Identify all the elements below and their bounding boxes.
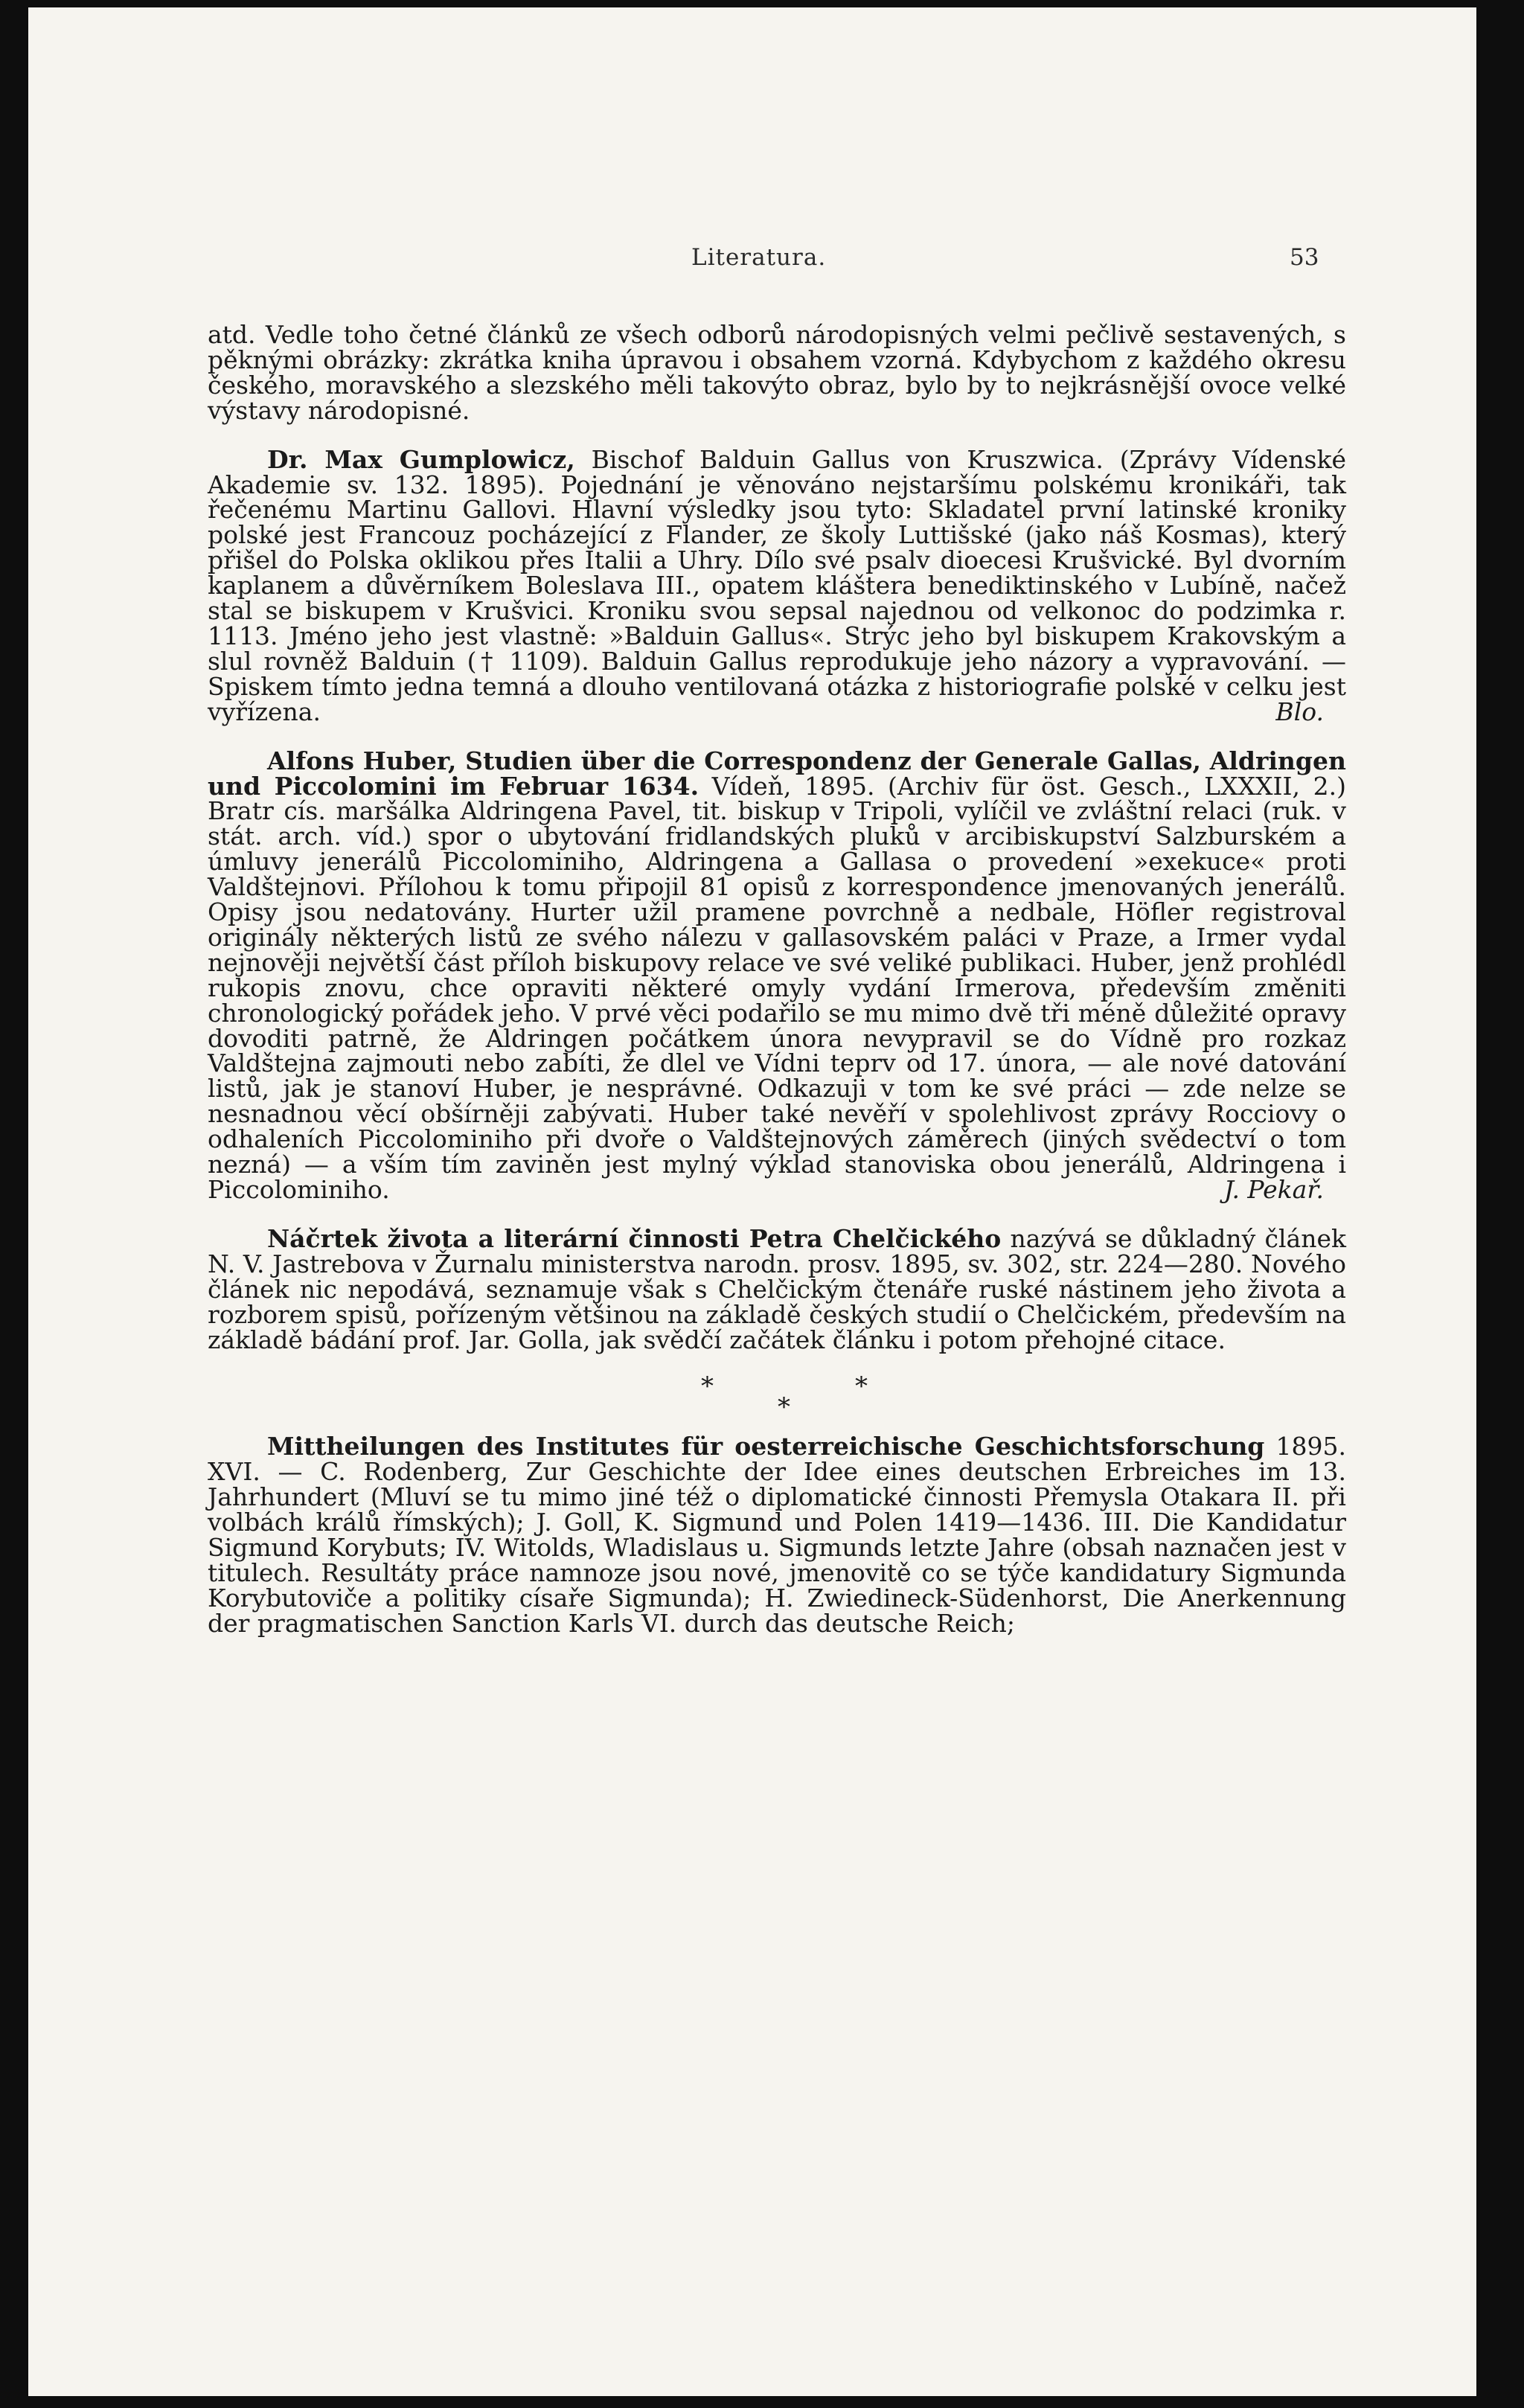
paragraph-intro: atd. Vedle toho četné článků ze všech odborů národopisných velmi pečlivě sestavených, s pěknými obrázky: zkrátka kniha úpravou i obsahem vzorná. Kdybychom z každého okresu českého, moravského a slezského měli takovýto obraz, bylo by to nejkrásnější ovoce velké výstavy národopisné. xyxy=(208,320,1346,425)
review-heading: Dr. Max Gumplowicz, xyxy=(267,444,575,474)
review-heading: Alfons Huber, Studien über die Correspondenz der Generale Gallas, Aldringen und Piccolomini im Februar 1634. xyxy=(208,746,1346,801)
review-text: nazývá se důkladný článek N. V. Jastrebova v Žurnalu ministerstva narodn. prosv. 1895, sv. 302, str. 224—280. Nového článek nic nepodává, seznamuje však s Chelčickým čtenáře ruské nástinem jeho života a rozborem spisů, pořízeným většinou na základě českých studií o Chelčickém, především na základě bádání prof. Jar. Golla, jak svědčí začátek článku i potom přehojné citace. xyxy=(208,1223,1347,1354)
review-heading: Náčrtek života a literární činnosti Petra Chelčického xyxy=(267,1223,1002,1253)
reviewer-signature: Blo. xyxy=(1275,697,1324,726)
page-number: 53 xyxy=(1290,244,1319,271)
review-chelcicky xyxy=(208,1223,1347,1354)
review-text: Vídeň, 1895. (Archiv für öst. Gesch., LXXXII, 2.) Bratr cís. maršálka Aldringena Pavel, tit. biskup v Tripoli, vylíčil ve zvláštní relaci (ruk. v stát. arch. víd.) spor o ubytování fridlandských pluků v arcibiskupství Salzburském a úmluvy jenerálů Piccolominiho, Aldringena a Gallasa o provedení »exekuce« proti Valdštejnovi. Přílohou k tomu připojil 81 opisů z korrespondence jmenovaných jenerálů. Opisy jsou nedatovány. Hurter užil pramene povrchně a nedbale, Höfler registroval originály některých listů ze svého nálezu v gallasovském paláci v Praze, a Irmer vydal nejnověji největší část příloh biskupovy relace ve své veliké publikaci. Huber, jenž prohlédl rukopis znovu, chce opraviti některé omyly vydání Irmerova, především změniti chronologický pořádek jeho. V prvé věci podařilo se mu mimo dvě tři méně důležité opravy dovoditi patrně, že Aldringen počátkem února nevypravil se do Vídně pro rozkaz Valdštejna zajmouti nebo zabíti, že dlel ve Vídni teprv od 17. února, — ale nové datování listů, jak je stanoví Huber, je nesprávné. Odkazuji v tom ke své práci — zde nelze se nesnadnou věcí obšírněji zabývati. Huber také nevěří v spolehlivost zprávy Rocciovy o odhaleních Piccolominiho při dvoře o Valdštejnových záměrech (jiných svědectví o tom nezná) — a vším tím zaviněn jest mylný výklad stanoviska obou jenerálů, Aldringena i Piccolominiho. xyxy=(208,771,1346,1204)
journal-text: 1895. XVI. — C. Rodenberg, Zur Geschichte der Idee eines deutschen Erbreiches im 13. Jahrhundert (Mluví se tu mimo jiné též o diplomatické činnosti Přemysla Otakara II. při volbách králů římských); J. Goll, K. Sigmund und Polen 1419—1436. III. Die Kandidatur Sigmund Korybuts; IV. Witolds, Wladislaus u. Sigmunds letzte Jahre (obsah naznačen jest v titulech. Resultáty práce namnoze jsou nové, jmenovitě co se týče kandidatury Sigmunda Korybutoviče a politiky císaře Sigmunda); H. Zwiedineck-Südenhorst, Die Anerkennung der pragmatischen Sanction Karls VI. durch das deutsche Reich; xyxy=(208,1432,1346,1638)
divider-star: * xyxy=(778,1392,790,1423)
review-huber xyxy=(208,746,1346,1204)
page xyxy=(28,7,1476,2396)
reviewer-signature: J. Pekař. xyxy=(1223,1175,1324,1204)
body-text xyxy=(208,322,1346,1636)
journal-review xyxy=(208,1434,1346,1636)
divider-star: * xyxy=(855,1371,868,1402)
divider-star: * xyxy=(701,1371,714,1402)
review-text: Bischof Balduin Gallus von Kruszwica. (Zprávy Vídenské Akademie sv. 132. 1895). Pojednání je věnováno nejstaršímu polskému kronikáři, tak řečenému Martinu Gallovi. Hlavní výsledky jsou tyto: Skladatel první latinské kroniky polské jest Francouz pocházející z Flander, ze školy Luttišské (jako náš Kosmas), který přišel do Polska oklikou přes Italii a Uhry. Dílo své psalv dioecesi Krušvické. Byl dvorním kaplanem a důvěrníkem Boleslava III., opatem kláštera benediktinského v Lubíně, načež stal se biskupem v Krušvici. Kroniku svou sepsal najednou od velkonoc do podzimka r. 1113. Jméno jeho jest vlastně: »Balduin Gallus«. Strýc jeho byl biskupem Krakovským a slul rovněž Balduin († 1109). Balduin Gallus reprodukuje jeho názory a vypravování. — Spiskem tímto jedna temná a dlouho ventilovaná otázka z historiografie polské v celku jest vyřízena. xyxy=(208,444,1346,726)
section-divider xyxy=(208,1352,1346,1434)
review-gumplowicz xyxy=(208,444,1346,726)
running-header: Literatura. xyxy=(691,244,827,271)
journal-heading: Mittheilungen des Institutes für oesterreichische Geschichtsforschung xyxy=(267,1432,1265,1461)
